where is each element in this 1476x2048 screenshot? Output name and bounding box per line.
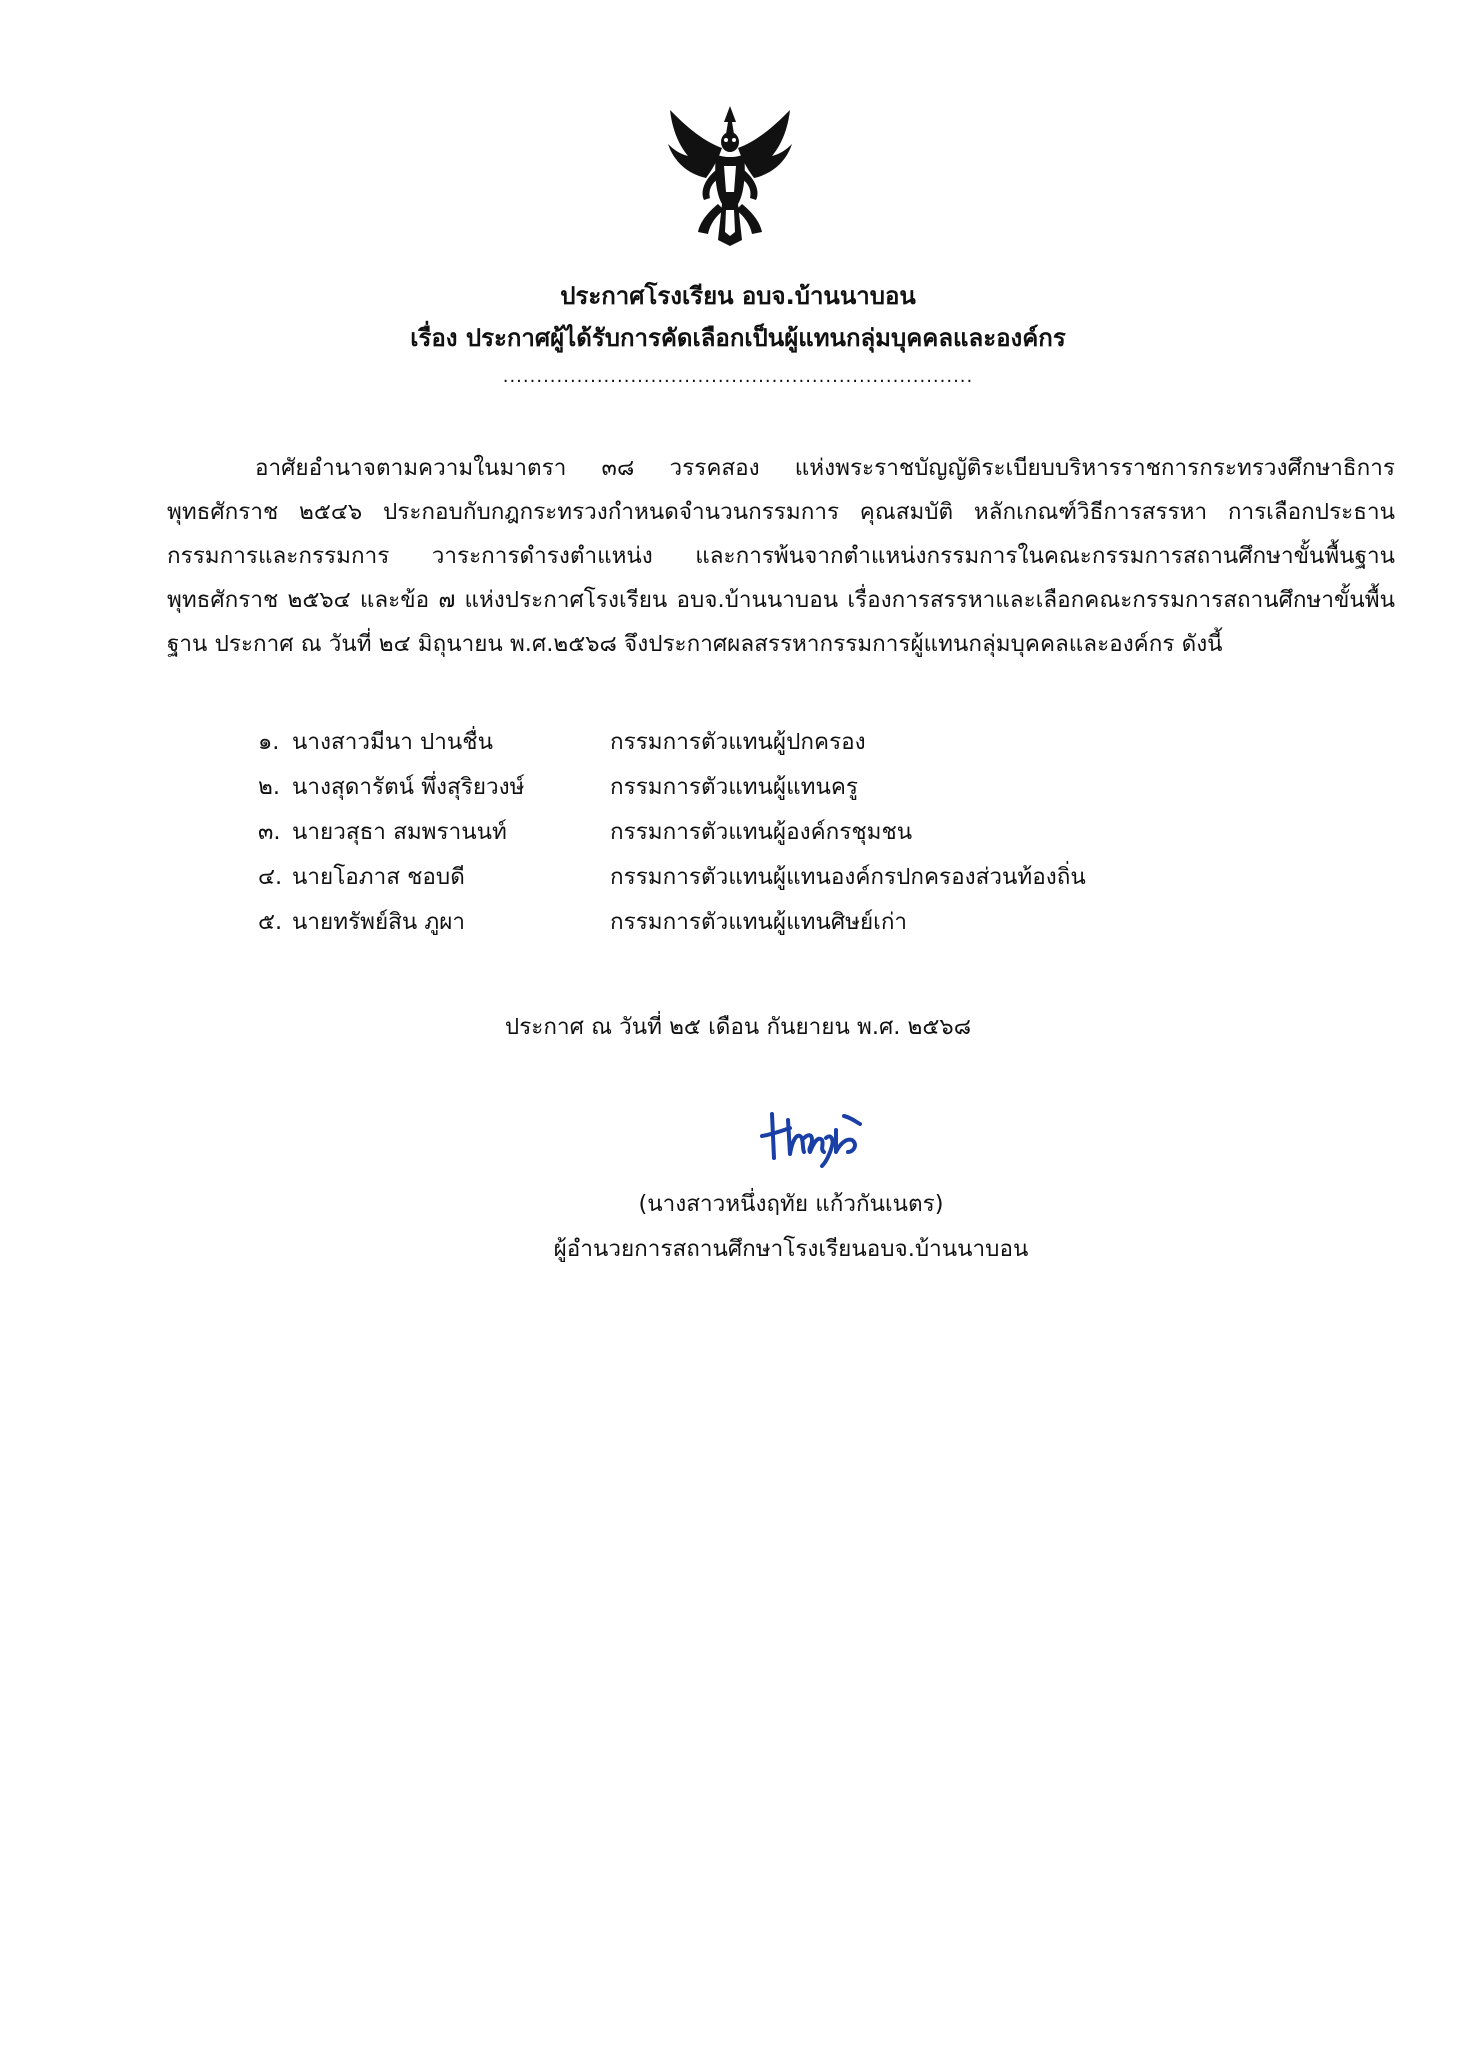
member-row: [258, 900, 1258, 945]
signer-name: (นางสาวหนึ่งฤทัย แก้วกันเนตร): [638, 1191, 944, 1217]
member-number: ๑.: [258, 729, 280, 755]
member-role: กรรมการตัวแทนผู้ปกครอง: [610, 729, 866, 755]
signer-position: ผู้อำนวยการสถานศึกษาโรงเรียนอบจ.บ้านนาบอน: [553, 1236, 1029, 1262]
member-list: [258, 720, 1258, 945]
body-paragraph: อาศัยอำนาจตามความในมาตรา ๓๘ วรรคสอง แห่งพระราชบัญญัติระเบียบบริหารราชการกระทรวงศึกษาธิการ พุทธศักราช ๒๕๔๖ ประกอบกับกฎกระทรวงกำหนดจำนวนกรรมการ คุณสมบัติ หลักเกณฑ์วิธีการสรรหา การเลือกประธานกรรมการและกรรมการ วาระการดำรงตำแหน่ง และการพ้นจากตำแหน่งกรรมการในคณะกรรมการสถานศึกษาขั้นพื้นฐาน พุทธศักราช ๒๕๖๔ และข้อ ๗ แห่งประกาศโรงเรียน อบจ.บ้านนาบอน เรื่องการสรรหาและเลือกคณะกรรมการสถานศึกษาขั้นพื้นฐาน ประกาศ ณ วันที่ ๒๔ มิถุนายน พ.ศ.๒๕๖๘ จึงประกาศผลสรรหากรรมการผู้แทนกลุ่มบุคคลและองค์กร ดังนี้: [167, 455, 1395, 657]
member-name: นายวสุธา สมพรานนท์: [292, 819, 507, 845]
garuda-emblem-icon: [660, 100, 800, 250]
member-number: ๔.: [258, 864, 283, 890]
title-divider: ......................................................................: [502, 366, 974, 387]
member-name: นายโอภาส ชอบดี: [292, 864, 465, 890]
announcement-subject: เรื่อง ประกาศผู้ได้รับการคัดเลือกเป็นผู้แทนกลุ่มบุคคลและองค์กร: [410, 324, 1066, 352]
member-role: กรรมการตัวแทนผู้แทนครู: [610, 774, 858, 800]
member-row: [258, 855, 1258, 900]
member-role: กรรมการตัวแทนผู้แทนองค์กรปกครองส่วนท้องถิ่น: [610, 864, 1086, 890]
announcement-body: [167, 446, 1395, 666]
member-name: นายทรัพย์สิน ภูผา: [292, 909, 466, 935]
announcement-date: ประกาศ ณ วันที่ ๒๕ เดือน กันยายน พ.ศ. ๒๕๖๘: [504, 1014, 972, 1040]
member-name: นางสาวมีนา ปานชื่น: [292, 729, 493, 755]
member-role: กรรมการตัวแทนผู้องค์กรชุมชน: [610, 819, 913, 845]
member-row: [258, 810, 1258, 855]
announcement-title: ประกาศโรงเรียน อบจ.บ้านนาบอน: [560, 282, 916, 310]
member-row: [258, 720, 1258, 765]
handwritten-signature-icon: [760, 1108, 870, 1168]
member-number: ๕.: [258, 909, 283, 935]
member-number: ๒.: [258, 774, 280, 800]
member-number: ๓.: [258, 819, 281, 845]
member-row: [258, 765, 1258, 810]
member-role: กรรมการตัวแทนผู้แทนศิษย์เก่า: [610, 909, 908, 935]
member-name: นางสุดารัตน์ พึ่งสุริยวงษ์: [292, 774, 525, 800]
